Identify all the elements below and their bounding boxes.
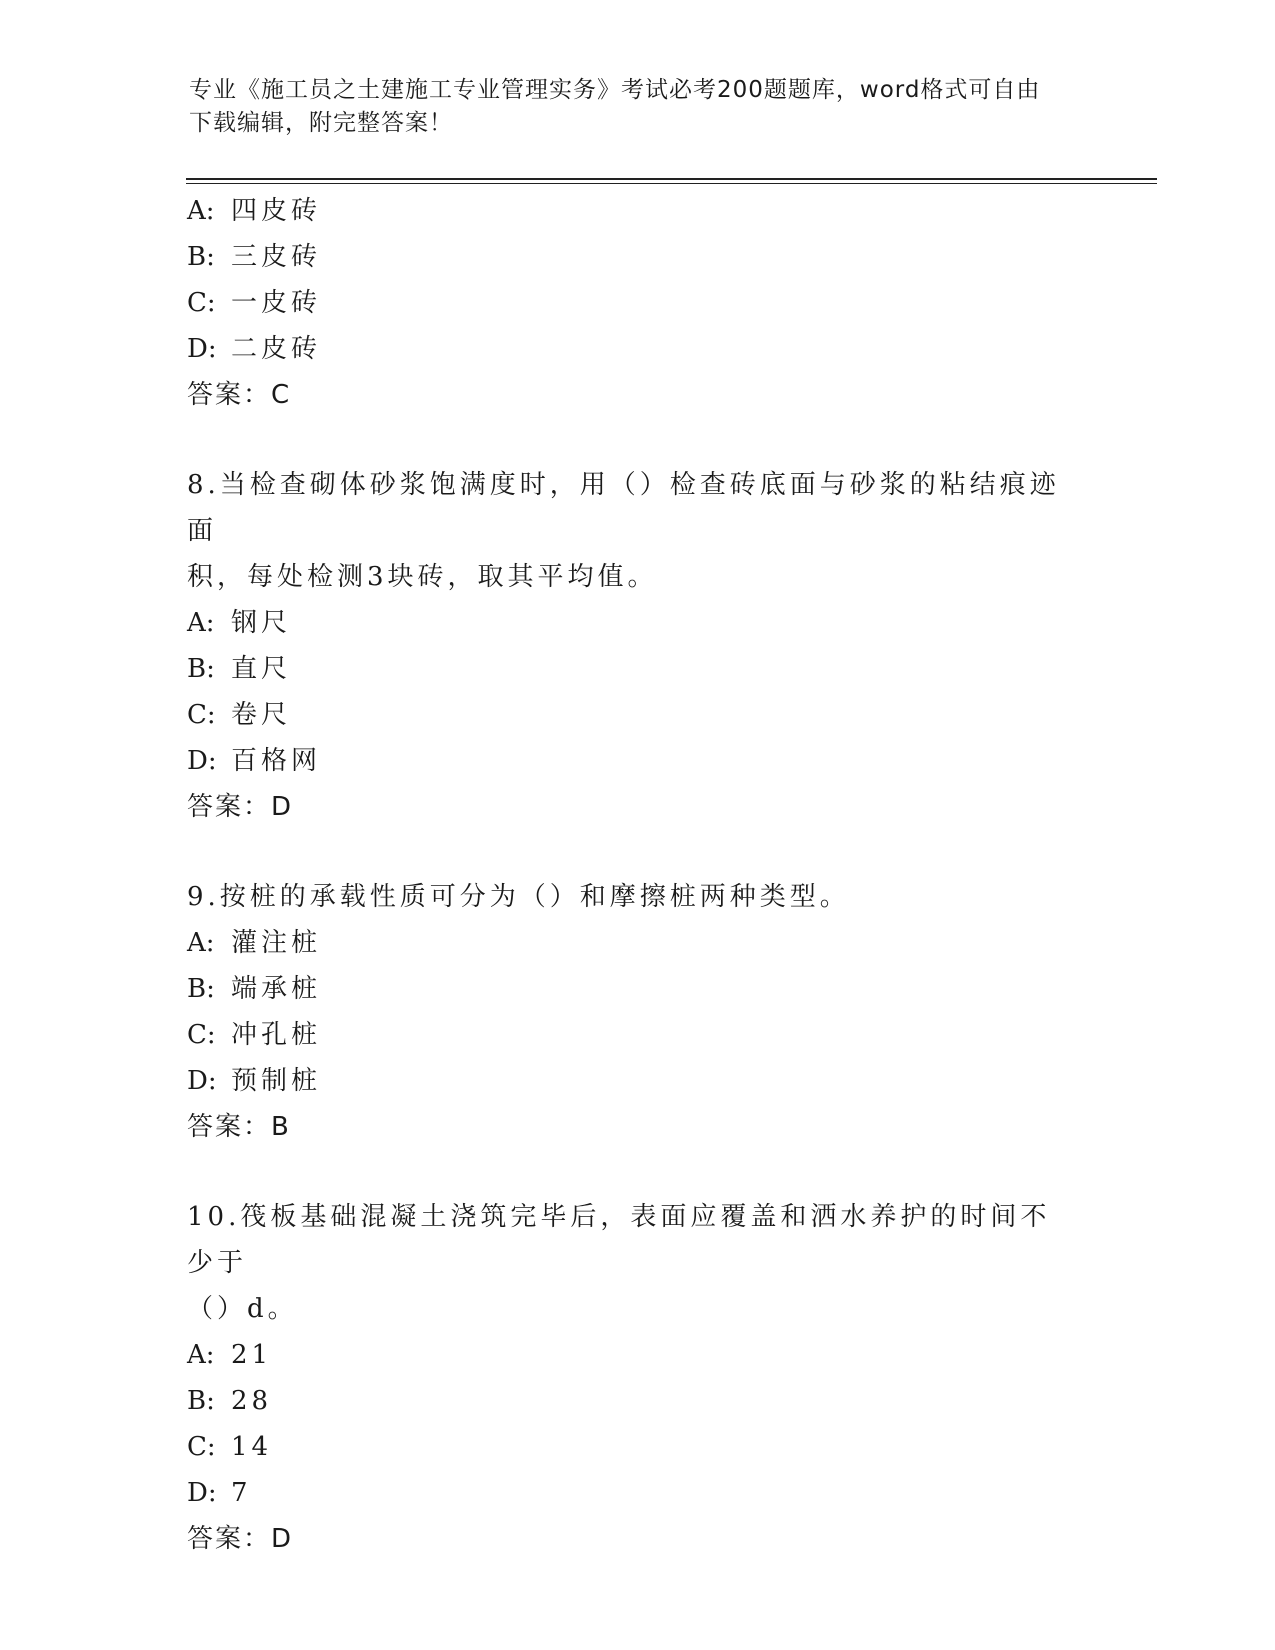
question-text-line-1: 10.筏板基础混凝土浇筑完毕后，表面应覆盖和洒水养护的时间不少于 (187, 1202, 1051, 1278)
option-letter: A: (187, 196, 215, 226)
document-body (187, 188, 1087, 1562)
question-text (187, 462, 1067, 600)
option-text: 14 (231, 1432, 273, 1462)
option-text: 钢尺 (231, 608, 292, 638)
header-line-2: 下载编辑，附完整答案！ (189, 110, 453, 136)
option-letter: C: (187, 1020, 216, 1050)
option-c (187, 1012, 1087, 1058)
option-text: 二皮砖 (231, 334, 322, 364)
option-c (187, 692, 1087, 738)
option-text: 端承桩 (231, 974, 322, 1004)
option-b (187, 966, 1087, 1012)
option-text: 四皮砖 (231, 196, 322, 226)
question-text-line-2: （）d。 (187, 1294, 298, 1324)
header-line-1: 专业《施工员之土建施工专业管理实务》考试必考200题题库，word格式可自由 (189, 77, 1041, 103)
option-a (187, 920, 1087, 966)
question-text (187, 1194, 1067, 1332)
answer-line (187, 1516, 1087, 1562)
answer-line (187, 372, 1087, 418)
option-letter: C: (187, 1432, 216, 1462)
option-letter: D: (187, 746, 217, 776)
option-b (187, 646, 1087, 692)
option-letter: C: (187, 288, 216, 318)
option-text: 三皮砖 (231, 242, 322, 272)
option-d (187, 1058, 1087, 1104)
question-text-line-2: 积，每处检测3块砖，取其平均值。 (187, 562, 658, 592)
answer-label: 答案： (187, 1112, 272, 1142)
option-letter: A: (187, 1340, 215, 1370)
answer-line (187, 784, 1087, 830)
option-letter: B: (187, 654, 215, 684)
answer-value: C (271, 380, 292, 410)
document-header (189, 74, 1069, 140)
option-a (187, 1332, 1087, 1378)
answer-line (187, 1104, 1087, 1150)
option-text: 21 (231, 1340, 273, 1370)
header-divider-thin (186, 183, 1157, 184)
option-text: 7 (231, 1478, 252, 1508)
option-letter: A: (187, 608, 215, 638)
option-letter: B: (187, 974, 215, 1004)
option-c (187, 1424, 1087, 1470)
option-d (187, 326, 1087, 372)
question-7-continued (187, 188, 1087, 418)
answer-label: 答案： (187, 1524, 272, 1554)
answer-value: D (271, 1524, 294, 1554)
answer-label: 答案： (187, 380, 272, 410)
question-text (187, 874, 1067, 920)
answer-value: D (271, 792, 294, 822)
question-8 (187, 462, 1087, 830)
option-letter: A: (187, 928, 215, 958)
option-letter: C: (187, 700, 216, 730)
option-text: 一皮砖 (231, 288, 322, 318)
option-letter: D: (187, 1478, 217, 1508)
option-a (187, 188, 1087, 234)
question-text-line-1: 8.当检查砌体砂浆饱满度时，用（）检查砖底面与砂浆的粘结痕迹面 (187, 470, 1060, 546)
option-d (187, 738, 1087, 784)
question-9 (187, 874, 1087, 1150)
option-letter: B: (187, 242, 215, 272)
answer-value: B (271, 1112, 291, 1142)
option-a (187, 600, 1087, 646)
option-text: 直尺 (231, 654, 292, 684)
option-text: 灌注桩 (231, 928, 322, 958)
option-text: 冲孔桩 (231, 1020, 322, 1050)
question-text-line-1: 9.按桩的承载性质可分为（）和摩擦桩两种类型。 (187, 882, 850, 912)
option-b (187, 1378, 1087, 1424)
option-letter: D: (187, 1066, 217, 1096)
option-text: 百格网 (231, 746, 322, 776)
option-text: 28 (231, 1386, 273, 1416)
header-divider-thick (186, 178, 1157, 180)
option-text: 卷尺 (231, 700, 292, 730)
option-d (187, 1470, 1087, 1516)
option-letter: D: (187, 334, 217, 364)
option-letter: B: (187, 1386, 215, 1416)
question-10 (187, 1194, 1087, 1562)
option-c (187, 280, 1087, 326)
option-b (187, 234, 1087, 280)
answer-label: 答案： (187, 792, 272, 822)
option-text: 预制桩 (231, 1066, 322, 1096)
